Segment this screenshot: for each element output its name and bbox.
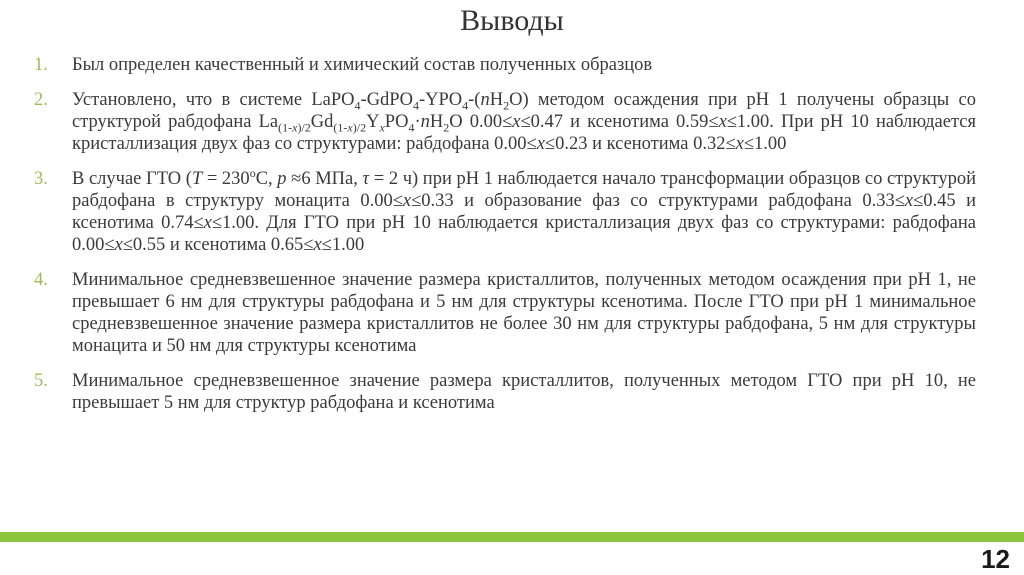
text-segment: n (420, 112, 430, 132)
text-segment: O 0.00≤ (449, 112, 513, 132)
text-segment: Минимальное средневзвешенное значение размера кристаллитов, полученных методом ГТО при pH 10, не превышает 5 нм для структур рабдофана и ксенотима (72, 371, 976, 413)
text-segment: x (203, 213, 212, 233)
text-segment: ≤0.45 и ксенотима 0.74≤ (72, 191, 976, 233)
text-segment: PO (384, 112, 409, 132)
text-segment: -YPO (418, 90, 463, 110)
item-text (72, 54, 976, 76)
text-segment: ≤0.55 и ксенотима 0.65≤ (122, 235, 314, 255)
text-segment: 4 (408, 120, 415, 135)
text-segment: ≤0.23 и ксенотима 0.32≤ (544, 134, 736, 154)
footer-accent-bar (0, 532, 1024, 542)
text-segment: τ (362, 169, 370, 189)
text-segment: T (191, 169, 203, 189)
text-segment: (1- (333, 120, 348, 135)
text-segment: o (249, 165, 256, 180)
text-segment: )/2 (297, 120, 311, 135)
text-segment: 4 (462, 98, 469, 113)
text-segment: Gd (310, 112, 334, 132)
conclusion-item (34, 165, 977, 256)
conclusion-item (34, 370, 976, 414)
text-segment: 2 (503, 98, 510, 113)
text-segment: -GdPO (360, 90, 413, 110)
text-segment: ≤0.47 и ксенотима 0.59≤ (520, 112, 719, 132)
item-text (72, 165, 977, 256)
text-segment: x (402, 191, 412, 211)
item-text (72, 269, 976, 357)
item-number: 1. (34, 55, 48, 75)
text-segment: x (735, 134, 744, 154)
text-segment: x (379, 120, 385, 135)
conclusions-list (34, 54, 976, 427)
text-segment: x (536, 134, 545, 154)
text-segment: Минимальное средневзвешенное значение размера кристаллитов, полученных методом осаждения при pH 1, не превышает 6 нм для структуры рабдофана и 5 нм для структуры ксенотима. После ГТО при pH 1 минимальное средневзвешенное значение размера кристаллитов не более 30 нм для структуры рабдофана, 5 нм для структуры монацита и 50 нм для структуры ксенотима (72, 270, 976, 356)
conclusion-item (34, 89, 976, 155)
text-segment: O) методом осаждения при pH 1 получены образцы со структурой рабдофана La (72, 90, 976, 132)
text-segment: x (512, 112, 521, 132)
text-segment: ≤1.00. При pH 10 наблюдается кристаллизация двух фаз со структурами: рабдофана 0.00≤ (72, 112, 976, 154)
item-text (72, 89, 976, 155)
text-segment: ≤1.00 (321, 235, 365, 255)
text-segment: -( (468, 90, 481, 110)
text-segment: p (277, 169, 287, 189)
text-segment: · (414, 112, 421, 132)
text-segment: ≈6 МПа, (286, 169, 363, 189)
text-segment: x (347, 120, 353, 135)
conclusion-item (34, 54, 976, 76)
text-segment: x (313, 235, 322, 255)
text-segment: ≤1.00 (743, 134, 787, 154)
text-segment: 4 (412, 98, 419, 113)
text-segment: = 2 ч) при pH 1 наблюдается начало трансформации образцов со структурой рабдофана в структуру монацита 0.00≤ (72, 169, 976, 211)
item-number: 5. (34, 371, 48, 391)
text-segment: (1- (278, 120, 293, 135)
text-segment: Установлено, что в системе LaPO (72, 90, 355, 110)
text-segment: 2 (443, 120, 450, 135)
slide-title: Выводы (460, 4, 564, 37)
item-number: 3. (34, 169, 48, 189)
item-number: 2. (34, 90, 48, 110)
text-segment: ≤0.33 и образование фаз со структурами рабдофана 0.33≤ (411, 191, 905, 211)
item-text (72, 370, 976, 414)
footer (0, 542, 1024, 574)
text-segment: Был определен качественный и химический состав полученных образцов (72, 55, 653, 75)
page-number: 12 (981, 544, 1010, 574)
conclusion-item (34, 269, 976, 357)
text-segment: ≤1.00. Для ГТО при pH 10 наблюдается кристаллизация двух фаз со структурами: рабдофана 0.00≤ (72, 213, 977, 255)
text-segment: В случае ГТО ( (72, 169, 192, 189)
text-segment: x (114, 235, 123, 255)
text-segment: 4 (354, 98, 361, 113)
text-segment: Y (366, 112, 380, 132)
text-segment: x (292, 120, 298, 135)
text-segment: n (480, 90, 490, 110)
item-number: 4. (34, 270, 48, 290)
text-segment: = 230 (202, 169, 250, 189)
text-segment: x (904, 191, 914, 211)
text-segment: H (489, 90, 504, 110)
text-segment: x (718, 112, 727, 132)
text-segment: H (429, 112, 444, 132)
text-segment: C, (255, 169, 278, 189)
text-segment: )/2 (352, 120, 367, 135)
